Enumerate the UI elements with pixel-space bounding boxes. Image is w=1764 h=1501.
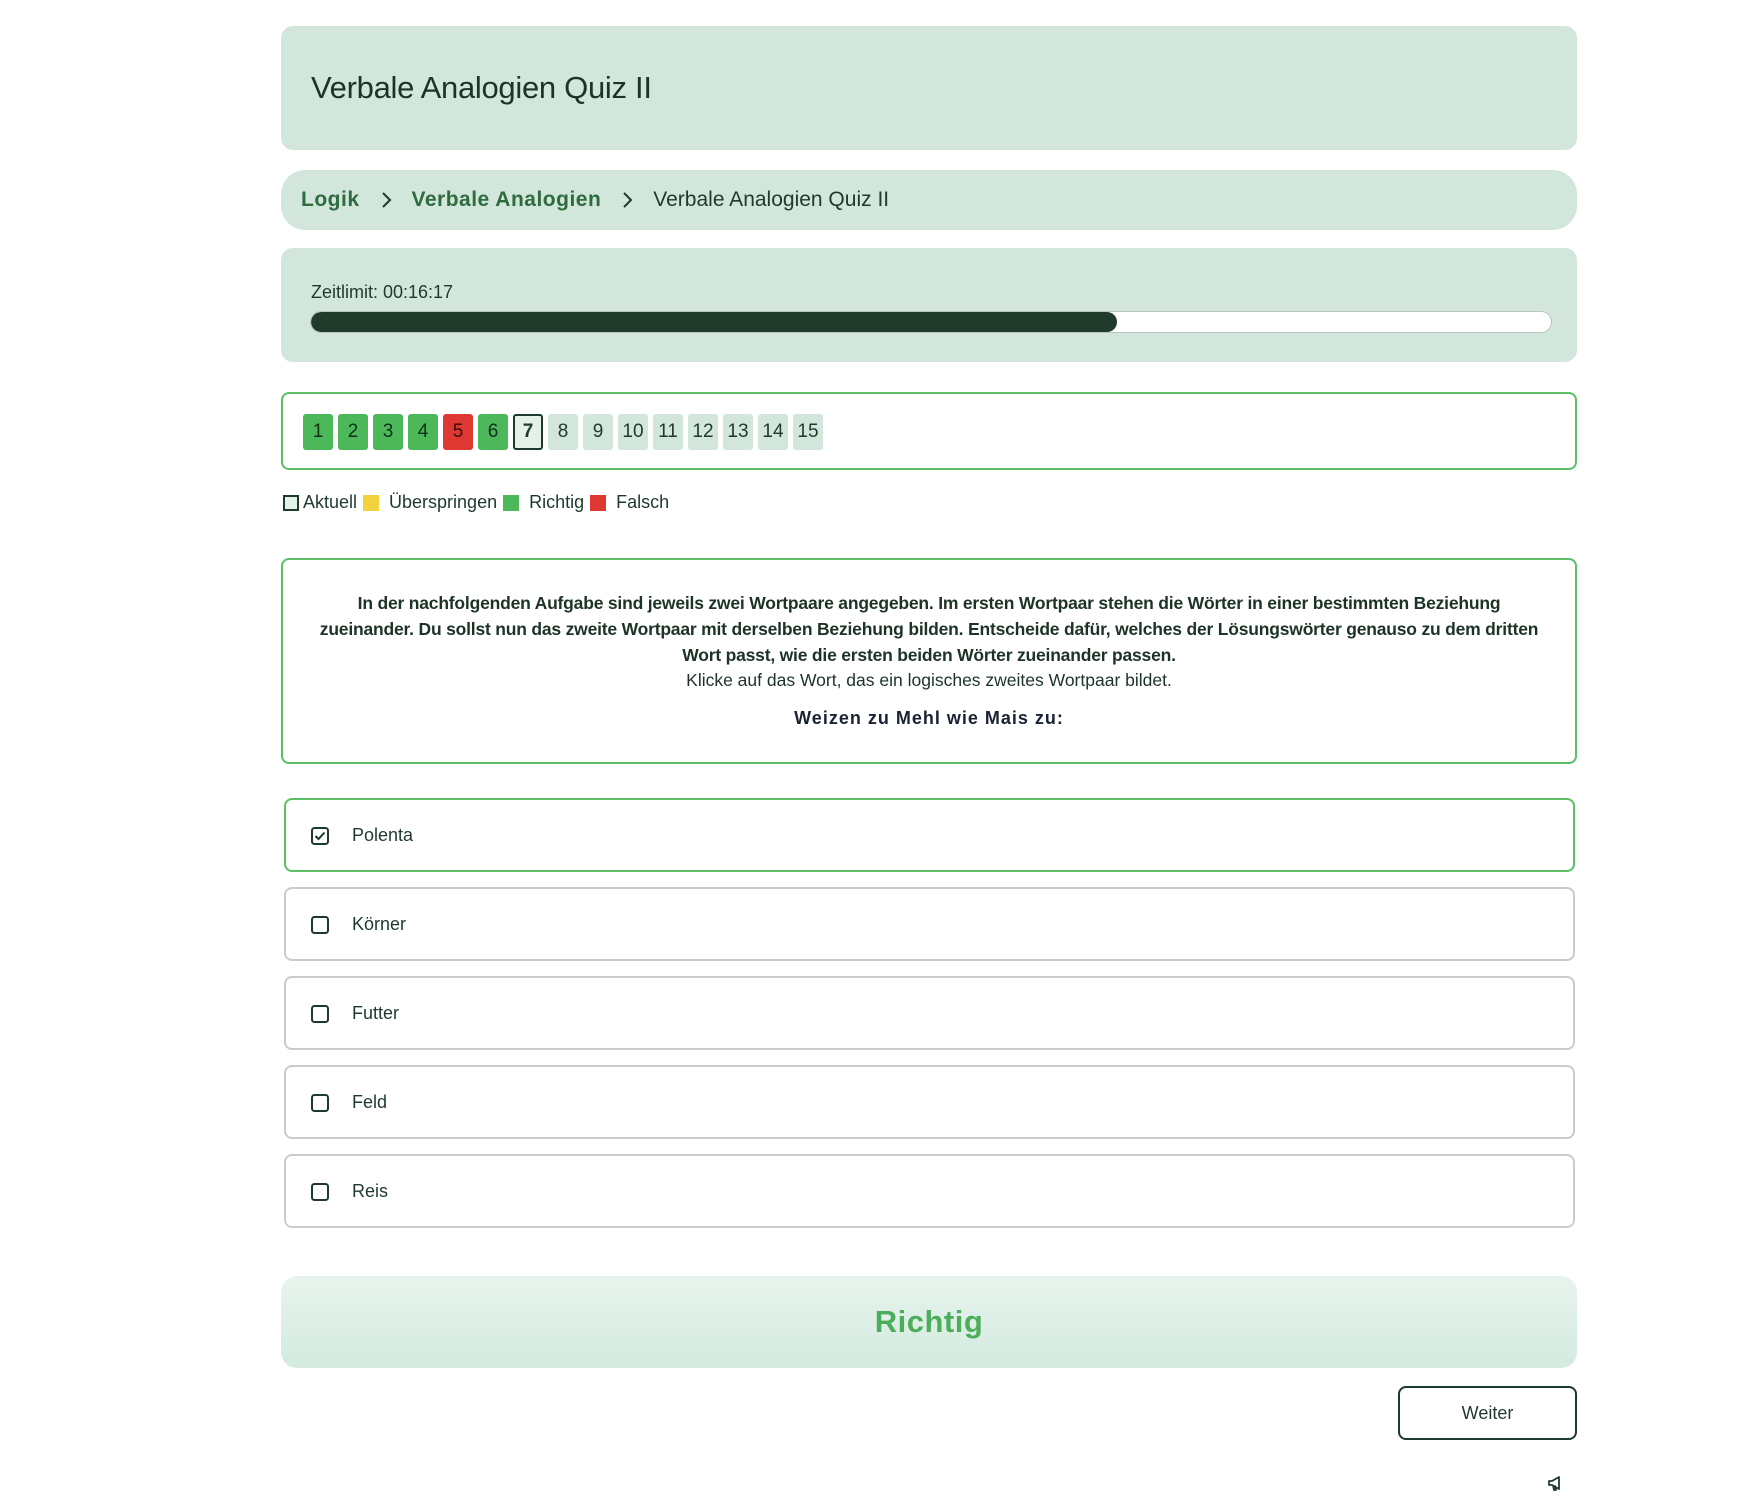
question-button-11[interactable]: 11 xyxy=(653,414,683,450)
title-card xyxy=(281,26,1577,150)
answer-list xyxy=(284,798,1575,1243)
next-button[interactable]: Weiter xyxy=(1398,1386,1577,1440)
megaphone-icon[interactable] xyxy=(1545,1471,1569,1495)
breadcrumb-link-logik[interactable]: Logik xyxy=(301,188,360,211)
legend-skip xyxy=(363,492,497,513)
question-button-1[interactable]: 1 xyxy=(303,414,333,450)
question-prompt: Weizen zu Mehl wie Mais zu: xyxy=(794,708,1064,728)
question-button-2[interactable]: 2 xyxy=(338,414,368,450)
answer-option[interactable] xyxy=(284,887,1575,961)
answer-option[interactable] xyxy=(284,1154,1575,1228)
legend-current-label: Aktuell xyxy=(303,492,358,512)
result-label: Richtig xyxy=(874,1304,984,1339)
checkbox-empty-icon[interactable] xyxy=(310,1182,330,1202)
legend-wrong-label: Falsch xyxy=(616,492,670,512)
question-navigation xyxy=(281,392,1577,470)
answer-label: Feld xyxy=(352,1092,388,1112)
time-progress-bar xyxy=(310,311,1552,333)
answer-option[interactable] xyxy=(284,798,1575,872)
question-button-9[interactable]: 9 xyxy=(583,414,613,450)
chevron-right-icon xyxy=(615,188,639,212)
chevron-right-icon xyxy=(374,188,398,212)
answer-label: Reis xyxy=(352,1181,389,1201)
answer-option[interactable] xyxy=(284,976,1575,1050)
page-title: Verbale Analogien Quiz II xyxy=(311,70,652,105)
question-button-10[interactable]: 10 xyxy=(618,414,648,450)
breadcrumb-current: Verbale Analogien Quiz II xyxy=(653,188,890,211)
legend-correct-swatch xyxy=(503,495,519,511)
question-button-15[interactable]: 15 xyxy=(793,414,823,450)
answer-label: Körner xyxy=(352,914,407,934)
timer-card xyxy=(281,248,1577,362)
legend-skip-swatch xyxy=(363,495,379,511)
question-button-7[interactable]: 7 xyxy=(513,414,543,450)
question-button-3[interactable]: 3 xyxy=(373,414,403,450)
breadcrumb-link-verbale-analogien[interactable]: Verbale Analogien xyxy=(411,188,602,211)
question-button-6[interactable]: 6 xyxy=(478,414,508,450)
checkbox-empty-icon[interactable] xyxy=(310,1004,330,1024)
question-hint: Klicke auf das Wort, das ein logisches zweites Wortpaar bildet. xyxy=(686,670,1172,690)
question-button-5[interactable]: 5 xyxy=(443,414,473,450)
question-button-8[interactable]: 8 xyxy=(548,414,578,450)
question-button-14[interactable]: 14 xyxy=(758,414,788,450)
answer-option[interactable] xyxy=(284,1065,1575,1139)
legend-wrong xyxy=(590,492,669,513)
question-button-4[interactable]: 4 xyxy=(408,414,438,450)
time-limit-label: Zeitlimit: 00:16:17 xyxy=(311,282,454,302)
checkbox-checked-icon[interactable] xyxy=(310,826,330,846)
legend-skip-label: Überspringen xyxy=(389,492,498,512)
answer-label: Futter xyxy=(352,1003,400,1023)
legend-current-swatch xyxy=(283,495,299,511)
legend-current xyxy=(283,492,357,513)
question-button-12[interactable]: 12 xyxy=(688,414,718,450)
question-number-list xyxy=(303,414,823,450)
legend-wrong-swatch xyxy=(590,495,606,511)
legend-correct-label: Richtig xyxy=(529,492,585,512)
breadcrumb xyxy=(281,170,1577,230)
answer-label: Polenta xyxy=(352,825,414,845)
result-banner xyxy=(281,1276,1577,1368)
status-legend xyxy=(283,492,675,513)
question-card xyxy=(281,558,1577,764)
question-instructions: In der nachfolgenden Aufgabe sind jeweils zwei Wortpaare angegeben. Im ersten Wortpaar stehen die Wörter in einer bestimmten Beziehung zueinander. Du sollst nun das zweite Wortpaar mit derselben Beziehung bilden. Entscheide dafür, welches der Lösungswörter genauso zu dem dritten Wort passt, wie die ersten beiden Wörter zueinander passen. xyxy=(319,593,1539,665)
question-button-13[interactable]: 13 xyxy=(723,414,753,450)
checkbox-empty-icon[interactable] xyxy=(310,915,330,935)
checkbox-empty-icon[interactable] xyxy=(310,1093,330,1113)
time-progress-fill xyxy=(311,312,1117,332)
legend-correct xyxy=(503,492,584,513)
